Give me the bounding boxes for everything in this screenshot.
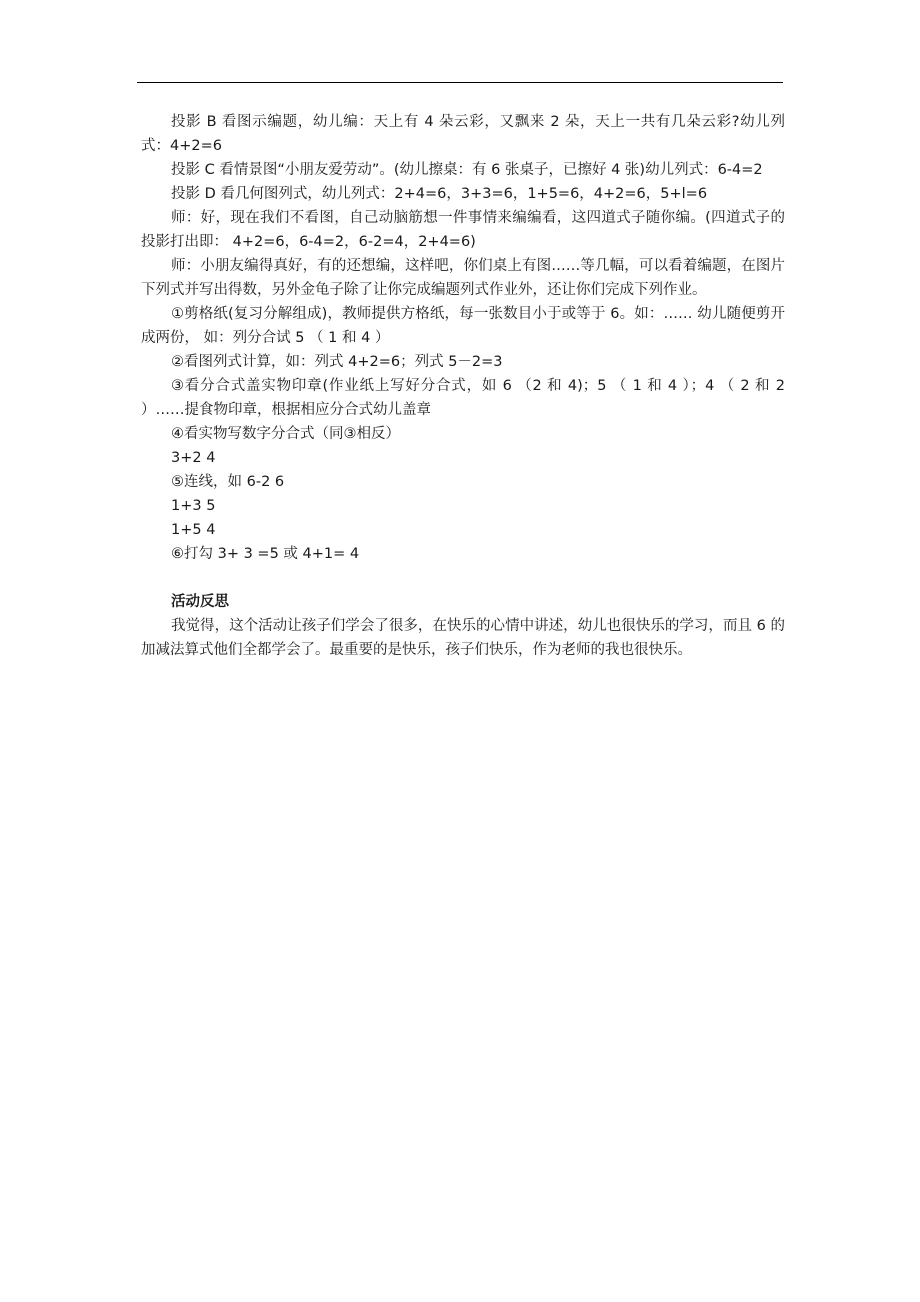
- paragraph-teacher-1: 师：好，现在我们不看图，自己动脑筋想一件事情来编编看，这四道式子随你编。(四道式子的投影打出即： 4+2=6，6-4=2，6-2=4，2+4=6): [141, 210, 785, 250]
- paragraph-activity-4: ④看实物写数字分合式（同③相反）: [171, 426, 400, 442]
- exercise-line-5: ⑥打勾 3+ 3 =5 或 4+1= 4: [171, 546, 360, 562]
- paragraph-projection-d: 投影 D 看几何图列式，幼儿列式：2+4=6，3+3=6，1+5=6，4+2=6，5+l=6: [171, 186, 708, 202]
- paragraph-projection-b: 投影 B 看图示编题，幼儿编：天上有 4 朵云彩，又飘来 2 朵，天上一共有几朵云彩?幼儿列式：4+2=6: [141, 114, 785, 154]
- reflection-heading: 活动反思: [171, 594, 229, 610]
- paragraph-projection-c: 投影 C 看情景图“小朋友爱劳动”。(幼儿擦桌：有 6 张桌子，已擦好 4 张)幼儿列式：6-4=2: [171, 162, 763, 178]
- paragraph-activity-2: ②看图列式计算，如：列式 4+2=6；列式 5－2=3: [171, 354, 503, 370]
- document-body: [141, 110, 785, 662]
- section-spacer: [141, 566, 785, 590]
- header-rule: [137, 82, 783, 83]
- exercise-line-2: ⑤连线，如 6-2 6: [171, 474, 285, 490]
- paragraph-activity-1: ①剪格纸(复习分解组成)，教师提供方格纸，每一张数目小于或等于 6。如：…… 幼儿随便剪开成两份， 如：列分合试 5 （ 1 和 4 ）: [141, 306, 785, 346]
- reflection-paragraph: 我觉得，这个活动让孩子们学会了很多，在快乐的心情中讲述，幼儿也很快乐的学习，而且 6 的加减法算式他们全都学会了。最重要的是快乐，孩子们快乐，作为老师的我也很快乐。: [141, 618, 785, 658]
- exercise-line-1: 3+2 4: [171, 450, 216, 466]
- exercise-line-3: 1+3 5: [171, 498, 216, 514]
- paragraph-activity-3: ③看分合式盖实物印章(作业纸上写好分合式，如 6 （2 和 4)；5 （ 1 和 4 ）；4 （ 2 和 2 ）……提食物印章，根据相应分合式幼儿盖章: [141, 378, 785, 418]
- paragraph-teacher-2: 师：小朋友编得真好，有的还想编，这样吧，你们桌上有图……等几幅，可以看着编题，在图片下列式并写出得数，另外金龟子除了让你完成编题列式作业外，还让你们完成下列作业。: [141, 258, 785, 298]
- exercise-line-4: 1+5 4: [171, 522, 216, 538]
